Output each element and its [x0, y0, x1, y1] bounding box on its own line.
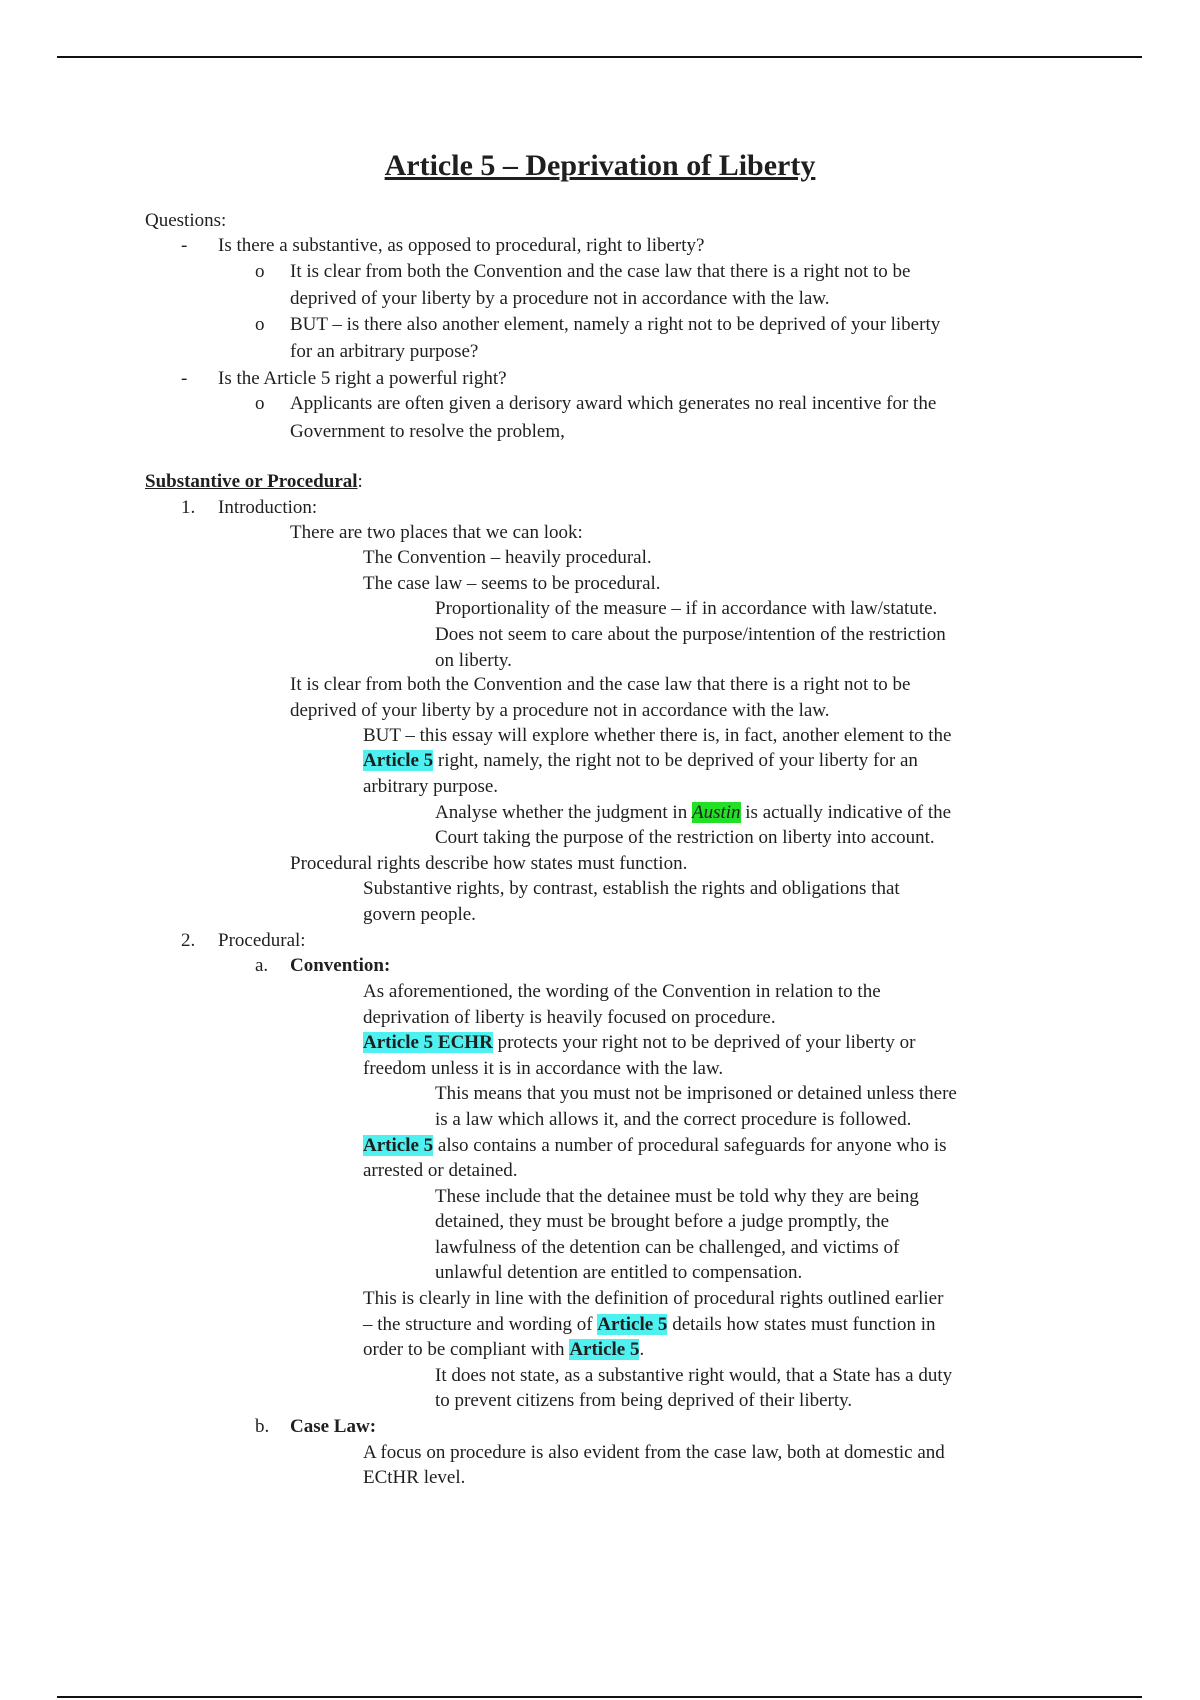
section-heading-text: Substantive or Procedural [145, 471, 358, 492]
list-number: 1. [181, 497, 196, 518]
intro-line: There are two places that we can look: [290, 522, 583, 543]
question-1-point-2: BUT – is there also another element, namely a right not to be deprived of your liberty [290, 314, 941, 335]
question-2-point-1-cont: Government to resolve the problem, [290, 421, 565, 442]
intro-line: govern people. [363, 904, 476, 925]
convention-line: It does not state, as a substantive right would, that a State has a duty [435, 1365, 953, 1386]
case-law-line: ECtHR level. [363, 1467, 466, 1488]
intro-line: arbitrary purpose. [363, 776, 499, 797]
intro-line: The Convention – heavily procedural. [363, 547, 652, 568]
convention-label: Convention: [290, 955, 391, 976]
intro-line: BUT – this essay will explore whether there is, in fact, another element to the [363, 725, 952, 746]
list-number: 2. [181, 930, 196, 951]
procedural-label: Procedural: [218, 930, 306, 951]
intro-line: Proportionality of the measure – if in accordance with law/statute. [435, 598, 938, 619]
case-law-line: A focus on procedure is also evident from the case law, both at domestic and [363, 1442, 945, 1463]
convention-line: This is clearly in line with the definition of procedural rights outlined earlier [363, 1288, 944, 1309]
intro-line: Does not seem to care about the purpose/intention of the restriction [435, 624, 946, 645]
dash-bullet: - [181, 235, 188, 256]
convention-line: detained, they must be brought before a judge promptly, the [435, 1211, 890, 1232]
document-title: Article 5 – Deprivation of Liberty [384, 149, 816, 182]
top-rule [57, 56, 1142, 58]
dash-bullet: - [181, 368, 188, 389]
question-1-point-1-cont: deprived of your liberty by a procedure not in accordance with the law. [290, 288, 830, 309]
intro-line: Procedural rights describe how states must function. [290, 853, 688, 874]
intro-line: deprived of your liberty by a procedure not in accordance with the law. [290, 700, 830, 721]
convention-line: unlawful detention are entitled to compensation. [435, 1262, 803, 1283]
list-letter: b. [255, 1416, 270, 1437]
question-1-point-2-cont: for an arbitrary purpose? [290, 341, 479, 362]
highlighted-reference: Article 5 [569, 1339, 640, 1360]
highlighted-reference: Article 5 [597, 1314, 668, 1335]
intro-line: The case law – seems to be procedural. [363, 573, 661, 594]
intro-line: on liberty. [435, 650, 512, 671]
question-1-point-1: It is clear from both the Convention and the case law that there is a right not to be [290, 261, 911, 282]
questions-heading: Questions: [145, 210, 227, 231]
intro-line: Substantive rights, by contrast, establish the rights and obligations that [363, 878, 900, 899]
convention-line: order to be compliant with Article 5. [363, 1339, 645, 1360]
convention-line: Article 5 ECHR protects your right not to be deprived of your liberty or [363, 1032, 916, 1053]
convention-line: is a law which allows it, and the correct procedure is followed. [435, 1109, 912, 1130]
highlighted-reference: Article 5 [363, 750, 434, 771]
convention-line: As aforementioned, the wording of the Convention in relation to the [363, 981, 881, 1002]
highlighted-case-name: Austin [691, 802, 741, 823]
bottom-rule [57, 1696, 1142, 1698]
question-2-point-1: Applicants are often given a derisory award which generates no real incentive for the [290, 393, 937, 414]
convention-line: lawfulness of the detention can be challenged, and victims of [435, 1237, 900, 1258]
highlighted-reference: Article 5 ECHR [363, 1032, 493, 1053]
convention-line: arrested or detained. [363, 1160, 518, 1181]
highlighted-reference: Article 5 [363, 1135, 434, 1156]
convention-line: freedom unless it is in accordance with the law. [363, 1058, 724, 1079]
convention-line: – the structure and wording of Article 5 details how states must function in [363, 1314, 936, 1335]
circle-bullet: o [255, 393, 265, 414]
intro-line: Article 5 right, namely, the right not to be deprived of your liberty for an [363, 750, 918, 771]
convention-line: to prevent citizens from being deprived of their liberty. [435, 1390, 853, 1411]
question-1: Is there a substantive, as opposed to procedural, right to liberty? [218, 235, 705, 256]
convention-line: This means that you must not be imprisoned or detained unless there [435, 1083, 957, 1104]
convention-line: deprivation of liberty is heavily focused on procedure. [363, 1007, 776, 1028]
section-heading [145, 469, 363, 494]
case-law-label: Case Law: [290, 1416, 377, 1437]
convention-line: Article 5 also contains a number of procedural safeguards for anyone who is [363, 1135, 947, 1156]
convention-line: These include that the detainee must be told why they are being [435, 1186, 919, 1207]
intro-label: Introduction: [218, 497, 318, 518]
question-2: Is the Article 5 right a powerful right? [218, 368, 507, 389]
intro-line: It is clear from both the Convention and the case law that there is a right not to be [290, 674, 911, 695]
circle-bullet: o [255, 314, 265, 335]
intro-line: Analyse whether the judgment in Austin is actually indicative of the [435, 802, 952, 823]
section-heading-colon: : [357, 471, 363, 492]
list-letter: a. [255, 955, 269, 976]
circle-bullet: o [255, 261, 265, 282]
intro-line: Court taking the purpose of the restriction on liberty into account. [435, 827, 935, 848]
